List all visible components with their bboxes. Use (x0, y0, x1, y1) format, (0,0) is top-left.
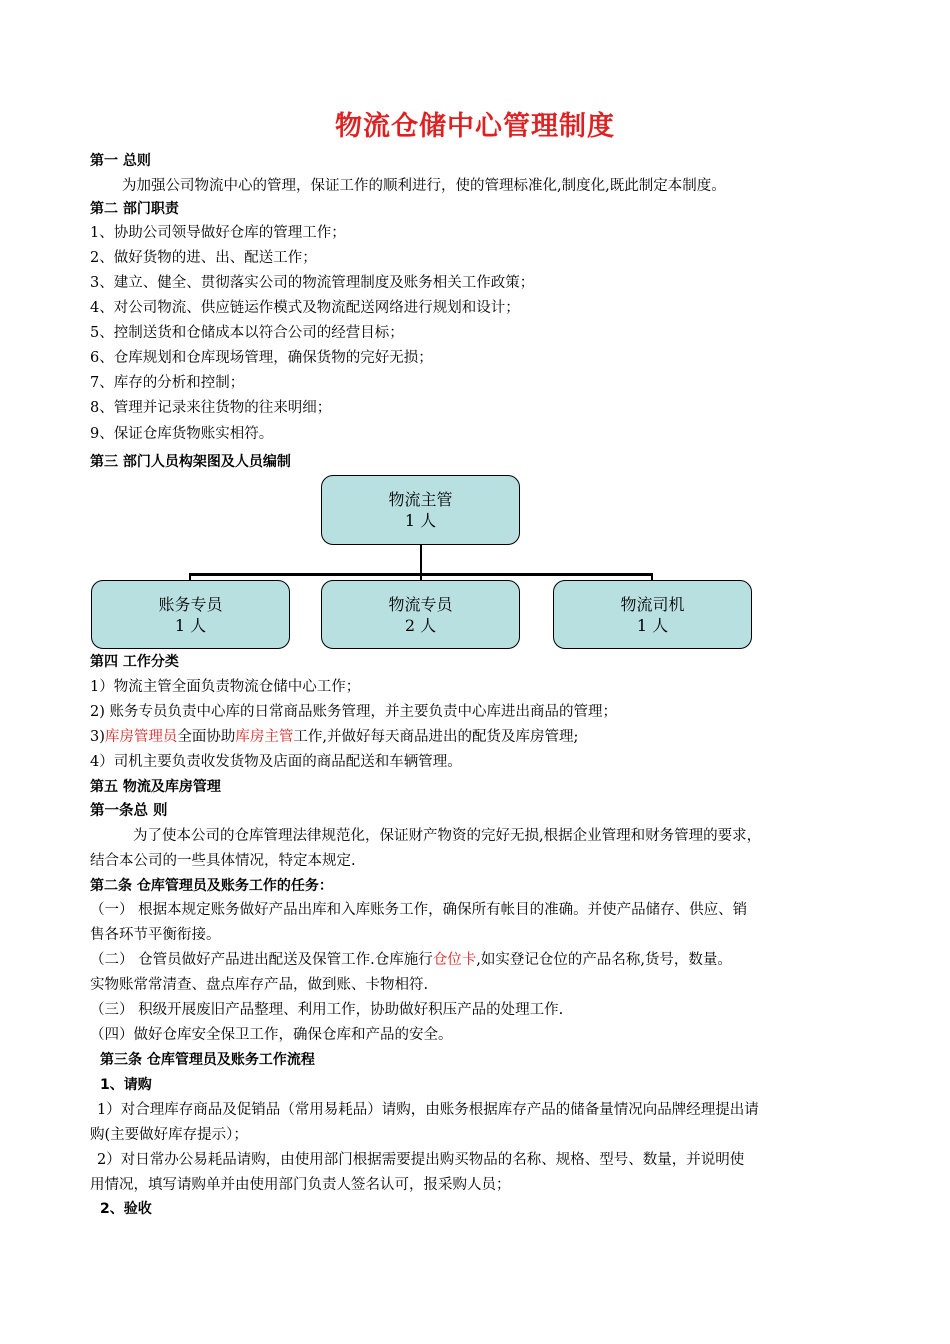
section-2-heading: 第二 部门职责 (90, 201, 179, 217)
org-node-accounts-specialist (91, 580, 290, 649)
section-4-heading: 第四 工作分类 (90, 654, 179, 670)
org-node-role: 物流司机 (620, 594, 685, 614)
work-item: 2) 账务专员负责中心库的日常商品账务管理，并主要负责中心库进出商品的管理； (90, 704, 617, 720)
org-node-role: 物流主管 (388, 490, 453, 509)
org-node-count: 1 人 (174, 615, 207, 635)
work-item-text: 工作,并做好每天商品进出的配货及库房管理; (293, 729, 579, 745)
duty-item: 8、管理并记录来往货物的往来明细； (90, 400, 332, 416)
step-1-heading: 1、请购 (100, 1077, 152, 1093)
article-2-item: （三） 积级开展废旧产品整理、利用工作，协助做好积压产品的处理工作. (90, 1002, 564, 1018)
article-2-item (90, 950, 732, 970)
work-item-number: 3) (90, 729, 105, 745)
highlight-warehouse-clerk: 库房管理员 (104, 729, 178, 745)
org-node-role: 账务专员 (158, 594, 223, 614)
work-item (90, 727, 578, 747)
highlight-location-card: 仓位卡 (432, 952, 477, 968)
org-connector-vertical (420, 544, 422, 574)
article-1-text: 结合本公司的一些具体情况，特定本规定. (90, 853, 356, 869)
step-1-item: 2）对日常办公易耗品请购，由使用部门根据需要提出购买物品的名称、规格、型号、数量，并说明使 (97, 1152, 745, 1168)
org-node-role: 物流专员 (388, 594, 453, 614)
article-2-text: ,如实登记仓位的产品名称,货号，数量。 (476, 952, 732, 968)
duty-item: 9、保证仓库货物账实相符。 (90, 426, 274, 442)
section-5-heading: 第五 物流及库房管理 (90, 779, 221, 795)
org-node-logistics-driver (553, 580, 752, 649)
article-2-item: （四）做好仓库安全保卫工作，确保仓库和产品的安全。 (90, 1027, 453, 1043)
duty-item: 5、控制送货和仓储成本以符合公司的经营目标； (90, 325, 404, 341)
article-2-item: 售各环节平衡衔接。 (90, 927, 221, 943)
step-1-item: 用情况，填写请购单并由使用部门负责人签名认可，报采购人员； (90, 1177, 511, 1193)
article-2-item: 实物账常常清查、盘点库存产品，做到账、卡物相符. (90, 977, 429, 993)
step-1-item: 购(主要做好库存提示）； (90, 1127, 248, 1143)
article-2-item: （一） 根据本规定账务做好产品出库和入库账务工作，确保所有帐目的准确。并使产品储存、供应、销 (90, 902, 748, 918)
org-node-count: 1 人 (636, 615, 669, 635)
org-node-logistics-supervisor (321, 475, 520, 545)
section-1-text: 为加强公司物流中心的管理，保证工作的顺利进行，使的管理标准化,制度化,既此制定本制度。 (122, 178, 726, 194)
duty-item: 3、建立、健全、贯彻落实公司的物流管理制度及账务相关工作政策； (90, 275, 535, 291)
duty-item: 7、库存的分析和控制； (90, 375, 245, 391)
article-1-heading: 第一条总 则 (90, 802, 168, 819)
org-node-count: 2 人 (404, 615, 437, 635)
step-2-heading: 2、验收 (100, 1201, 152, 1217)
org-node-logistics-specialist (321, 580, 520, 649)
work-item: 4）司机主要负责收发货物及店面的商品配送和车辆管理。 (90, 754, 462, 770)
duty-item: 1、协助公司领导做好仓库的管理工作； (90, 225, 346, 241)
step-1-item: 1）对合理库存商品及促销品（常用易耗品）请购，由账务根据库存产品的储备量情况向品牌经理提出请 (97, 1102, 759, 1118)
work-item-text: 全面协助 (177, 729, 236, 745)
section-1-heading: 第一 总则 (90, 153, 151, 169)
work-item: 1）物流主管全面负责物流仓储中心工作； (90, 679, 361, 695)
section-3-heading: 第三 部门人员构架图及人员编制 (90, 454, 291, 470)
duty-item: 2、做好货物的进、出、配送工作； (90, 250, 317, 266)
article-2-heading: 第二条 仓库管理员及账务工作的任务： (90, 878, 333, 894)
article-3-heading: 第三条 仓库管理员及账务工作流程 (100, 1052, 315, 1068)
article-2-text: （二） 仓管员做好产品进出配送及保管工作.仓库施行 (90, 952, 433, 968)
highlight-warehouse-supervisor: 库房主管 (235, 729, 294, 745)
duty-item: 4、对公司物流、供应链运作模式及物流配送网络进行规划和设计； (90, 300, 520, 316)
article-1-text: 为了使本公司的仓库管理法律规范化，保证财产物资的完好无损,根据企业管理和财务管理的要求， (133, 828, 762, 844)
org-node-count: 1 人 (404, 511, 437, 530)
document-title: 物流仓储中心管理制度 (335, 111, 615, 142)
duty-item: 6、仓库规划和仓库现场管理，确保货物的完好无损； (90, 350, 433, 366)
